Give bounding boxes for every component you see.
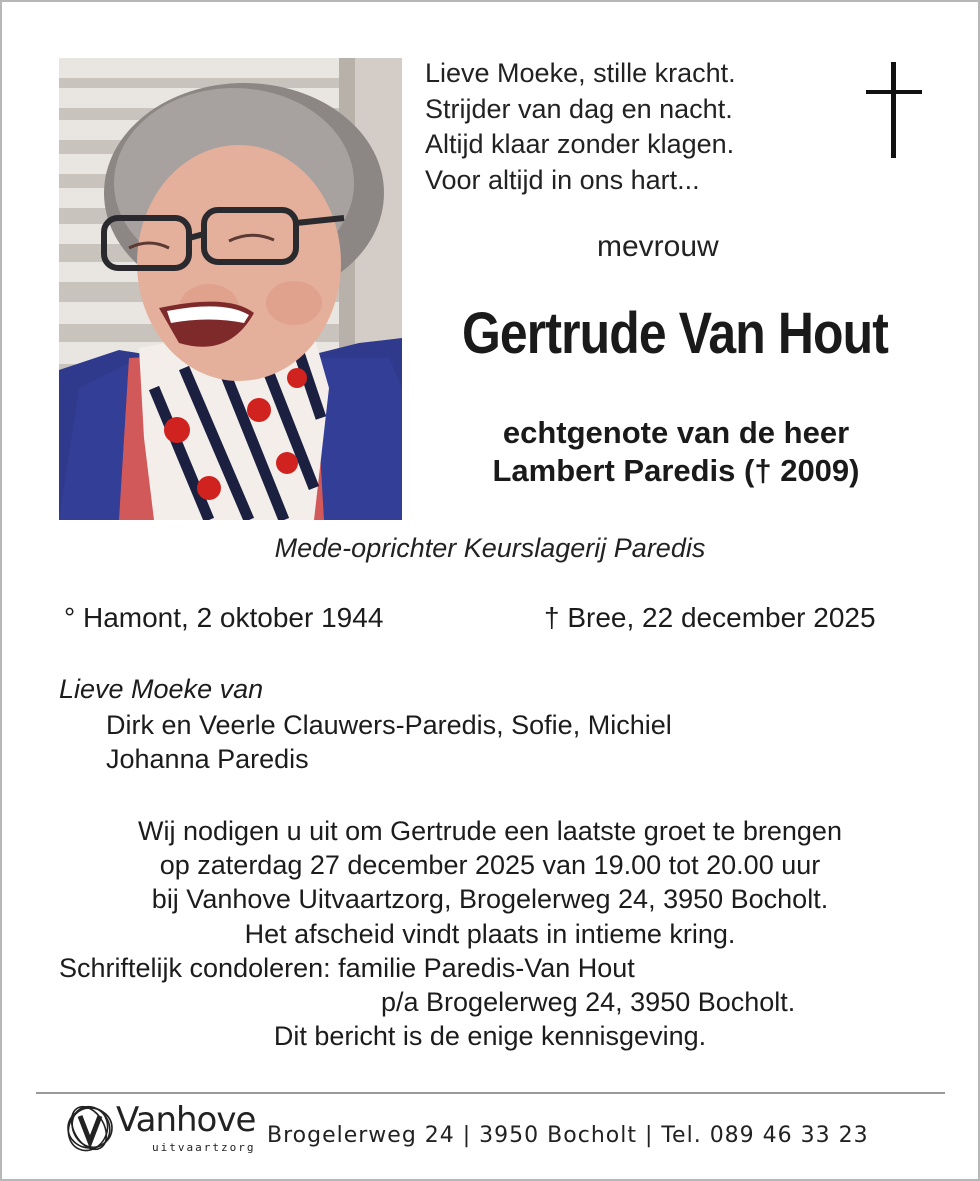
birth-info: ° Hamont, 2 oktober 1944 — [64, 602, 384, 633]
poem-line: Voor altijd in ons hart... — [425, 164, 700, 195]
brand-name: Vanhove — [116, 1100, 256, 1140]
death-info: † Bree, 22 december 2025 — [544, 602, 876, 633]
poem-line: Lieve Moeke, stille kracht. — [425, 58, 736, 88]
invitation-line: bij Vanhove Uitvaartzorg, Brogelerweg 24, 3950 Bocholt. — [151, 884, 829, 915]
bereaved-line: Dirk en Veerle Clauwers-Paredis, Sofie, Michiel — [106, 710, 672, 740]
bereaved-list — [106, 708, 672, 776]
condolence-address: p/a Brogelerweg 24, 3950 Bocholt. — [381, 987, 796, 1018]
poem — [425, 56, 736, 198]
invitation-line: op zaterdag 27 december 2025 van 19.00 tot 20.00 uur — [159, 850, 821, 881]
cross-icon — [866, 62, 922, 158]
closing-line: Dit bericht is de enige kennisgeving. — [273, 1021, 707, 1052]
invitation-line: Wij nodigen u uit om Gertrude een laatste groet te brengen — [138, 816, 842, 846]
invitation-line: Het afscheid vindt plaats in intieme kring. — [244, 918, 736, 949]
poem-line: Strijder van dag en nacht. — [425, 93, 733, 124]
invitation — [0, 814, 980, 1053]
portrait-photo — [59, 58, 402, 520]
honorific: mevrouw — [597, 230, 719, 263]
spouse-line: echtgenote van de heer — [502, 415, 850, 450]
spouse-info — [420, 414, 932, 490]
footer-divider — [36, 1092, 945, 1094]
deceased-name: Gertrude Van Hout — [461, 301, 889, 366]
logo-emblem-icon — [64, 1102, 116, 1154]
brand-subtitle: uitvaartzorg — [152, 1141, 256, 1154]
bereaved-line: Johanna Paredis — [106, 744, 309, 774]
bereaved-heading: Lieve Moeke van — [59, 674, 264, 704]
poem-line: Altijd klaar zonder klagen. — [425, 129, 735, 159]
condolence-line: Schriftelijk condoleren: familie Paredis-Van Hout — [59, 952, 635, 983]
footer-contact: Brogelerweg 24 | 3950 Bocholt | Tel. 089 46 33 23 — [267, 1123, 869, 1148]
occupation: Mede-oprichter Keurslagerij Paredis — [274, 533, 706, 563]
spouse-line: Lambert Paredis († 2009) — [492, 453, 860, 488]
